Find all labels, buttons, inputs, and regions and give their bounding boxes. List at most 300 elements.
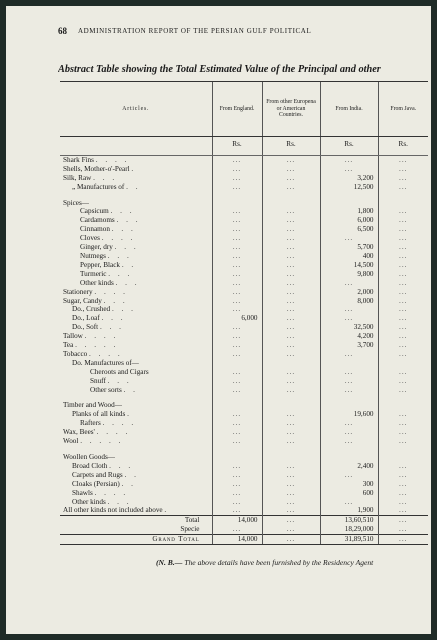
value-cell: ... [212,243,262,252]
unit-cell: Rs. [378,137,428,156]
table-row [60,453,428,462]
article-cell [60,288,212,297]
table-row [60,410,428,419]
value-cell: ... [262,207,320,216]
leader-dots: . . . . . [75,341,119,350]
total-value: 13,60,510 [320,516,378,525]
value-cell: ... [378,297,428,306]
leader-dots: . . [121,479,136,488]
article-label: Cardamoms [80,216,115,225]
table-row [60,480,428,489]
value-cell: ... [262,498,320,507]
value-cell: ... [212,297,262,306]
article-label: Ginger, dry [80,243,113,252]
spacer-cell [378,394,428,401]
leader-dots: . . . . [102,419,137,428]
total-label: Total [60,516,212,525]
value-cell: ... [262,471,320,480]
value-cell: ... [320,234,378,243]
table-row [60,216,428,225]
value-cell: ... [262,297,320,306]
article-cell [60,471,212,480]
leader-dots: . . . [108,269,133,278]
value-cell: ... [320,305,378,314]
value-cell: ... [212,332,262,341]
leader-dots: . . . [109,461,134,470]
value-cell: ... [378,288,428,297]
value-cell: 19,600 [320,410,378,419]
article-cell [60,341,212,350]
value-cell: ... [262,437,320,446]
article-label: Other kinds [80,278,114,287]
value-cell: ... [262,225,320,234]
leader-dots: . . . [111,305,136,314]
article-cell [60,480,212,489]
table-row [60,199,428,208]
table-row [60,428,428,437]
value-cell: ... [320,437,378,446]
table-row [60,489,428,498]
value-cell: ... [262,410,320,419]
article-label: Cheroots and Cigars [90,367,149,376]
col-header-articles: Articles. [60,82,212,137]
leader-dots: . . [124,470,139,479]
value-cell: ... [212,437,262,446]
value-cell: ... [378,243,428,252]
value-cell: ... [262,288,320,297]
article-label: Planks of all kinds [72,410,126,419]
article-cell [60,183,212,192]
value-cell: ... [378,471,428,480]
leader-dots: . . . . [96,428,131,437]
footnote [156,558,373,567]
table-row [60,368,428,377]
value-cell: ... [212,234,262,243]
table-row [60,332,428,341]
article-label: Carpets and Rugs [72,470,123,479]
value-cell: 6,000 [212,314,262,323]
col-header-other-countries: From other Europena or American Countries. [262,82,320,137]
value-cell [212,199,262,208]
value-cell: ... [262,368,320,377]
article-label: Tallow [63,332,83,341]
article-label: Spices— [63,198,89,207]
value-cell: ... [320,155,378,164]
spacer-cell [60,446,212,453]
value-cell: ... [212,489,262,498]
table-body [60,137,428,545]
value-cell: ... [378,279,428,288]
article-label: All other kinds not included above [63,506,163,515]
total-value: ... [212,525,262,534]
unit-cell: Rs. [320,137,378,156]
value-cell: 1,900 [320,506,378,515]
article-cell [60,332,212,341]
value-cell [320,199,378,208]
article-cell [60,359,212,368]
value-cell: ... [262,174,320,183]
value-cell: 6,000 [320,216,378,225]
value-cell: ... [378,155,428,164]
table-row [60,323,428,332]
total-value: ... [262,516,320,525]
table-row [60,261,428,270]
leader-dots: . . [123,385,138,394]
value-cell: ... [262,341,320,350]
article-label: Shells, Mother-o'-Pearl [63,164,130,173]
running-title: ADMINISTRATION REPORT OF THE PERSIAN GULF POLITICAL [78,27,312,35]
value-cell: ... [320,314,378,323]
article-cell [60,279,212,288]
unit-cell [60,137,212,156]
value-cell: ... [262,270,320,279]
value-cell: ... [262,155,320,164]
spacer-cell [60,192,212,199]
value-cell: ... [212,410,262,419]
article-cell [60,199,212,208]
value-cell: ... [378,368,428,377]
table-row [60,498,428,507]
value-cell: 6,500 [320,225,378,234]
article-label: Pepper, Black [80,260,121,269]
article-label: Nutmegs [80,251,106,260]
spacer-cell [320,192,378,199]
value-cell: ... [262,350,320,359]
value-cell: ... [378,419,428,428]
value-cell: ... [212,216,262,225]
value-cell: ... [378,261,428,270]
col-header-java: From Java. [378,82,428,137]
leader-dots: . . . [101,314,126,323]
value-cell: 5,700 [320,243,378,252]
total-value: 14,000 [212,516,262,525]
article-cell [60,305,212,314]
value-cell: ... [212,377,262,386]
total-row [60,525,428,534]
article-cell [60,453,212,462]
value-cell: 8,000 [320,297,378,306]
table-row [60,386,428,395]
units-row [60,137,428,156]
value-cell: ... [378,216,428,225]
value-cell: ... [262,183,320,192]
leader-dots: . . [126,182,141,191]
total-value: ... [378,516,428,525]
grand-total-label: Grand Total [60,535,212,545]
spacer-row [60,192,428,199]
value-cell: 12,500 [320,183,378,192]
value-cell: ... [320,350,378,359]
value-cell: ... [378,410,428,419]
article-label: Wool [63,437,79,446]
value-cell: ... [212,498,262,507]
value-cell: 2,400 [320,462,378,471]
article-label: Cinnamon [80,225,110,234]
spacer-cell [212,192,262,199]
document-page [6,6,431,634]
value-cell: 3,700 [320,341,378,350]
grand-total-row [60,535,428,545]
value-cell: ... [212,368,262,377]
value-cell: ... [212,305,262,314]
value-cell: ... [378,305,428,314]
leader-dots: . [131,164,137,173]
value-cell: ... [212,428,262,437]
table-row [60,279,428,288]
grand-total-value: ... [262,535,320,545]
leader-dots: . . . . [101,234,136,243]
article-cell [60,410,212,419]
value-cell [320,401,378,410]
article-label: Tobacco [63,349,88,358]
value-cell: ... [262,462,320,471]
value-cell: 400 [320,252,378,261]
value-cell: ... [212,252,262,261]
article-cell [60,270,212,279]
value-cell [320,453,378,462]
table-row [60,243,428,252]
value-cell [212,453,262,462]
spacer-cell [212,394,262,401]
page-number: 68 [58,26,67,36]
article-label: Rafters [80,419,101,428]
value-cell: ... [378,174,428,183]
leader-dots: . . . . [94,287,128,296]
article-label: Shawls [72,488,93,497]
value-cell: ... [378,377,428,386]
value-cell: ... [378,207,428,216]
article-cell [60,401,212,410]
value-cell [378,453,428,462]
leader-dots: . . . [93,173,118,182]
table-row [60,401,428,410]
article-label: Other kinds [72,497,106,506]
value-cell: ... [378,323,428,332]
value-cell: ... [378,270,428,279]
footnote-marker: (N. B.— [156,558,183,567]
value-cell [212,359,262,368]
table-row [60,419,428,428]
value-cell: 3,200 [320,174,378,183]
value-cell: ... [212,323,262,332]
value-cell: ... [212,155,262,164]
value-cell: ... [378,350,428,359]
article-cell [60,207,212,216]
value-cell: ... [212,341,262,350]
value-cell: ... [378,428,428,437]
value-cell: ... [212,419,262,428]
article-label: Other sorts [90,385,122,394]
article-label: Wax, Bees' [63,428,95,437]
table-row [60,437,428,446]
value-cell: ... [262,377,320,386]
article-cell [60,261,212,270]
leader-dots: . . . . [95,155,130,164]
value-cell: ... [262,165,320,174]
value-cell: 600 [320,489,378,498]
value-cell: ... [320,377,378,386]
value-cell: ... [212,183,262,192]
article-cell [60,243,212,252]
leader-dots: . . . [114,243,139,252]
article-label: Cloaks (Persian) [72,479,120,488]
leader-dots: . . . . [89,349,123,358]
leader-dots: . . . . [94,488,129,497]
table-row [60,270,428,279]
value-cell: ... [262,480,320,489]
article-cell [60,297,212,306]
value-cell: ... [262,489,320,498]
value-cell: ... [320,165,378,174]
table-row [60,155,428,164]
article-cell [60,155,212,164]
value-cell: ... [262,323,320,332]
article-label: Do. Manufactures of— [72,358,139,367]
value-cell: ... [262,332,320,341]
table-row [60,207,428,216]
article-cell [60,489,212,498]
article-cell [60,234,212,243]
table-row [60,377,428,386]
article-cell [60,462,212,471]
spacer-cell [262,192,320,199]
total-value: ... [378,525,428,534]
table-row [60,225,428,234]
leader-dots: . . . [107,376,132,385]
value-cell: ... [378,498,428,507]
leader-dots: . . [121,260,137,269]
leader-dots: . . . [107,497,132,506]
value-cell: ... [212,480,262,489]
value-cell: ... [320,428,378,437]
article-label: Shark Fins [63,155,94,164]
value-cell [320,359,378,368]
value-cell: ... [212,279,262,288]
value-cell: 4,200 [320,332,378,341]
table-row [60,350,428,359]
article-cell [60,165,212,174]
value-cell: ... [378,462,428,471]
grand-total-value: ... [378,535,428,545]
value-cell [262,453,320,462]
value-cell: ... [212,288,262,297]
table-row [60,174,428,183]
spacer-cell [320,394,378,401]
table-row [60,234,428,243]
value-cell: ... [378,489,428,498]
spacer-cell [378,446,428,453]
article-label: „ Manufactures of [72,182,125,191]
article-cell [60,225,212,234]
value-cell: ... [262,243,320,252]
spacer-row [60,394,428,401]
table-row [60,506,428,515]
value-cell: ... [262,261,320,270]
table-row [60,297,428,306]
article-label: Snuff [90,376,106,385]
table-row [60,183,428,192]
value-cell: ... [262,428,320,437]
spacer-cell [212,446,262,453]
value-cell [378,401,428,410]
article-label: Cloves [80,234,100,243]
col-header-england: From England. [212,82,262,137]
value-cell: ... [212,471,262,480]
value-cell: ... [378,341,428,350]
value-cell: ... [378,314,428,323]
value-cell: ... [378,506,428,515]
article-label: Stationery [63,287,93,296]
value-cell: 9,800 [320,270,378,279]
col-header-india: From India. [320,82,378,137]
value-cell: ... [212,270,262,279]
article-cell [60,368,212,377]
value-cell [378,359,428,368]
leader-dots: . . . [116,216,141,225]
leader-dots: . [127,410,132,419]
article-label: Woollen Goods— [63,453,115,461]
table-row [60,252,428,261]
value-cell: ... [378,437,428,446]
footnote-text: The above details have been furnished by the Residency Agent [184,558,374,567]
leader-dots: . . . [115,278,140,287]
value-cell: ... [212,225,262,234]
table-row [60,305,428,314]
value-cell: ... [262,419,320,428]
value-cell: ... [262,279,320,288]
table-row [60,165,428,174]
article-label: Do., Soft [72,323,99,332]
value-cell: ... [212,174,262,183]
article-label: Sugar, Candy [63,296,102,305]
total-label: Specie [180,525,200,534]
value-cell: ... [262,234,320,243]
article-cell [60,314,212,323]
value-cell: ... [320,419,378,428]
value-cell: ... [378,165,428,174]
value-cell: 14,500 [320,261,378,270]
table-row [60,471,428,480]
spacer-cell [262,446,320,453]
value-cell: ... [320,498,378,507]
value-cell [378,199,428,208]
total-value: ... [262,525,320,534]
value-cell: ... [212,462,262,471]
unit-cell: Rs. [262,137,320,156]
spacer-cell [60,394,212,401]
value-cell: ... [212,207,262,216]
value-cell: ... [262,252,320,261]
article-label: Timber and Wood— [63,401,122,410]
value-cell: ... [378,332,428,341]
value-cell: 1,800 [320,207,378,216]
value-cell: ... [212,506,262,515]
value-cell [262,401,320,410]
leader-dots: . . . . . [80,437,124,446]
value-cell: ... [212,350,262,359]
column-header-row [60,82,428,137]
leader-dots: . [164,506,170,515]
article-label: Broad Cloth [72,461,108,470]
spacer-cell [378,192,428,199]
value-cell: ... [262,216,320,225]
article-label: Silk, Raw [63,173,92,182]
total-row [60,516,428,525]
leader-dots: . . . [99,323,124,332]
article-cell [60,252,212,261]
grand-total-value: 14,000 [212,535,262,545]
value-cell: ... [320,279,378,288]
